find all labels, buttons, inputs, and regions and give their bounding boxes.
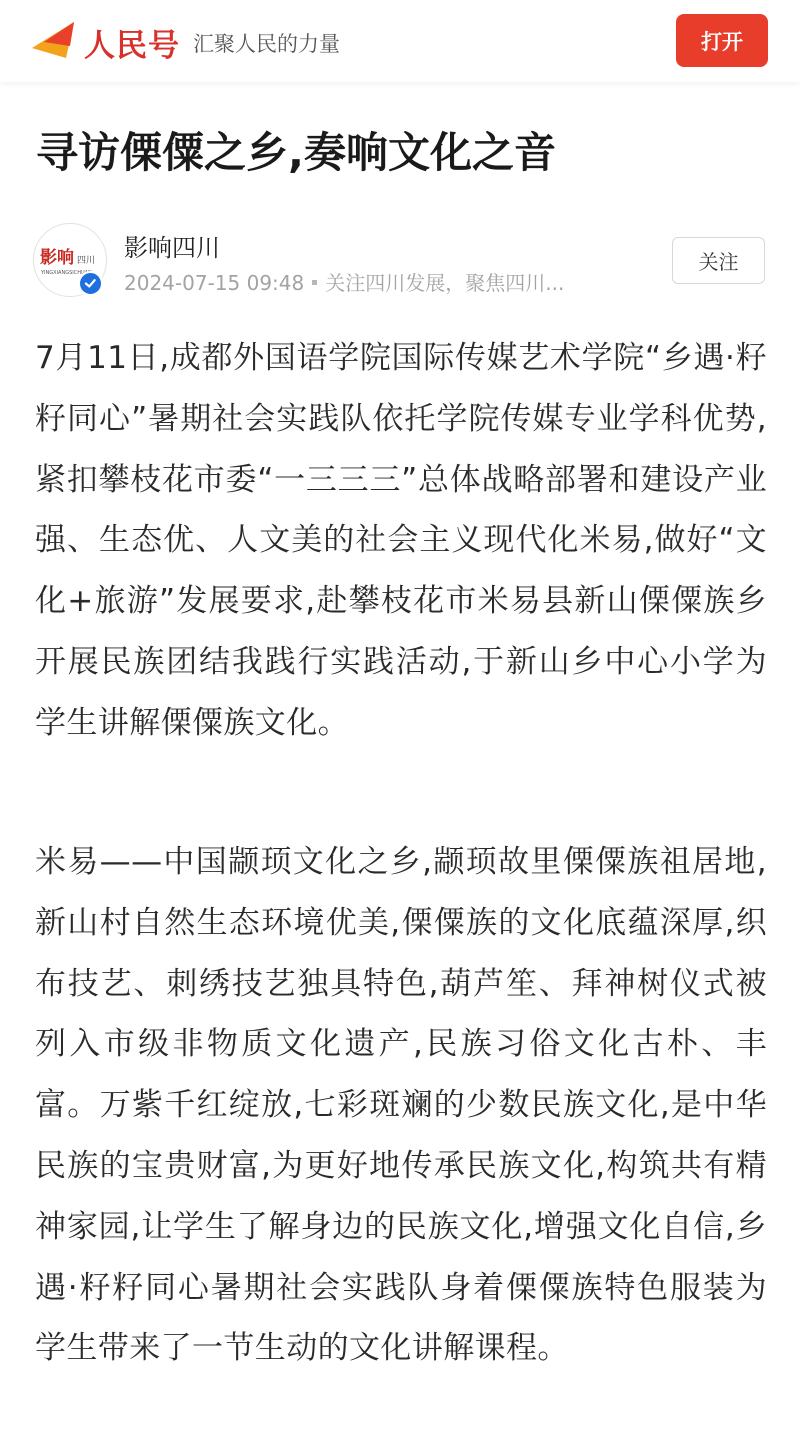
- article-meta: [124, 267, 644, 296]
- avatar-logo-subtext: YINGXIANGSICHUAN: [41, 270, 92, 276]
- brand-slogan: 汇聚人民的力量: [193, 32, 340, 56]
- follow-button[interactable]: 关注: [672, 237, 765, 284]
- app-header: [0, 0, 800, 82]
- verified-badge-icon: [78, 271, 103, 296]
- publish-datetime: 2024-07-15 09:48: [124, 271, 305, 295]
- avatar-logo-suffix: 四川: [77, 256, 96, 266]
- separator-dot: [312, 280, 317, 285]
- article-paragraph-1: 7月11日,成都外国语学院国际传媒艺术学院“乡遇·籽籽同心”暑期社会实践队依托学院传媒专业学科优势,紧扣攀枝花市委“一三三三”总体战略部署和建设产业强、生态优、人文美的社会主义现代化米易,做好“文化+旅游”发展要求,赴攀枝花市米易县新山傈僳族乡开展民族团结我践行实践活动,于新山乡中心小学为学生讲解傈僳族文化。: [35, 340, 767, 741]
- article-title: 寻访傈僳之乡,奏响文化之音: [36, 128, 556, 177]
- article-paragraph-2: 米易——中国颛顼文化之乡,颛顼故里傈僳族祖居地,新山村自然生态环境优美,傈僳族的文化底蕴深厚,织布技艺、刺绣技艺独具特色,葫芦笙、拜神树仪式被列入市级非物质文化遗产,民族习俗文化古朴、丰富。万紫千红绽放,七彩斑斓的少数民族文化,是中华民族的宝贵财富,为更好地传承民族文化,构筑共有精神家园,让学生了解身边的民族文化,增强文化自信,乡遇·籽籽同心暑期社会实践队身着傈僳族特色服装为学生带来了一节生动的文化讲解课程。: [35, 844, 767, 1367]
- author-description: 关注四川发展，聚焦四川...: [325, 271, 565, 295]
- avatar-logo-text: 影响: [40, 248, 74, 268]
- brand-name: 人民号: [84, 28, 180, 64]
- author-name[interactable]: 影响四川: [124, 234, 220, 262]
- open-app-button[interactable]: 打开: [676, 14, 768, 67]
- renminhao-logo-icon: [30, 18, 78, 62]
